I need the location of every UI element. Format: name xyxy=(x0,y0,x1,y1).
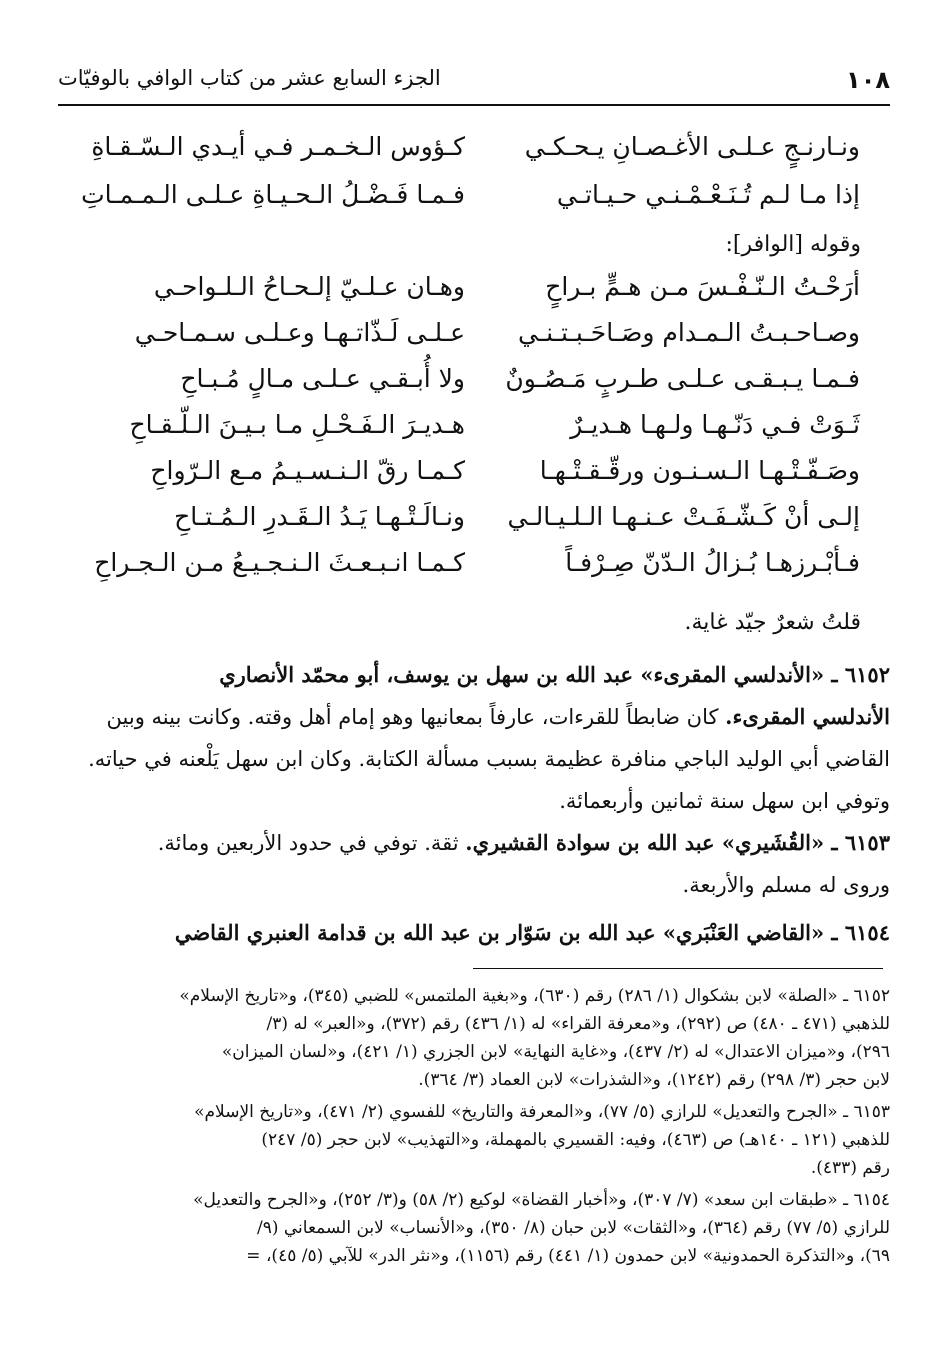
footnote-line: للذهبي (١٢١ ـ ١٤٠هـ) ص (٤٦٣)، وفيه: القسيري بالمهملة، و«التهذيب» لابن حجر (٥/ ٢٤٧) xyxy=(261,1130,890,1150)
verse-first-hemistich: إذا مـا لـم تُـنَـعْـمْـنـي حـيـاتـي xyxy=(556,180,860,209)
entry-heading: ٦١٥٣ ـ «القُشَيري» عبد الله بن سوادة القشيري. xyxy=(465,830,890,855)
footnote-line: للذهبي (٤٧١ ـ ٤٨٠) ص (٢٩٢)، و«معرفة القراء» له (١/ ٤٣٦) رقم (٣٧٢)، و«العبر» له (٣/ xyxy=(266,1014,890,1034)
verse-first-hemistich: أرَحْـتُ الـنّـفْـسَ مـن هـمٍّ بـراحٍ xyxy=(545,272,860,301)
footnote-line: ٦١٥٢ ـ «الصلة» لابن بشكوال (١/ ٢٨٦) رقم (٦٣٠)، و«بغية الملتمس» للضبي (٣٤٥)، و«تاريخ الإسلام» xyxy=(179,986,890,1006)
entry-line xyxy=(58,696,890,738)
page-header xyxy=(58,60,890,100)
verse-row xyxy=(90,548,860,592)
entry-6154 xyxy=(58,912,890,954)
verse-row xyxy=(90,132,860,176)
verse-row xyxy=(81,180,860,224)
entry-text: كان ضابطاً للقرءات، عارفاً بمعانيها وهو إمام أهل وقته. وكانت بينه وبين xyxy=(106,705,726,729)
verse-second-hemistich: ولا أُبـقـي عـلـى مـالٍ مُـبـاحِ xyxy=(180,364,465,393)
verse-row xyxy=(90,456,860,500)
verse-row xyxy=(90,272,860,316)
closing-remark: قلتُ شعرٌ جيّد غاية. xyxy=(684,610,861,635)
verse-first-hemistich: فـأبْـرزهـا بُـزالُ الـدّنّ صِـرْفـاً xyxy=(565,548,860,577)
verse-first-hemistich: وصَـفّـتْـهـا الـسـنـون ورقّـقـتْـهـا xyxy=(539,456,860,485)
footnote-line: ٦٩)، و«التذكرة الحمدونية» لابن حمدون (١/ ٤٤١) رقم (١١٥٦)، و«نثر الدر» للآبي (٥/ ٤٥)، = xyxy=(246,1246,890,1266)
footnote-line: رقم (٤٣٣). xyxy=(810,1158,890,1178)
footnote-line: لابن حجر (٣/ ٢٩٨) رقم (١٢٤٢)، و«الشذرات» لابن العماد (٣/ ٣٦٤). xyxy=(418,1070,890,1090)
verse-second-hemistich: فـمـا فَـضْـلُ الـحـيـاةِ عـلـى الـمـمـاتِ xyxy=(81,180,465,209)
verse-intro: وقوله [الوافر]: xyxy=(725,232,861,257)
entry-line: وتوفي ابن سهل سنة ثمانين وأربعمائة. xyxy=(559,789,890,813)
entry-heading: ٦١٥٤ ـ «القاضي العَنْبَري» عبد الله بن سَوّار بن عبد الله بن قدامة العنبري القاضي xyxy=(174,920,890,945)
entry-6152 xyxy=(58,654,890,822)
page-number: ١٠٨ xyxy=(846,66,890,94)
entry-line xyxy=(58,822,890,864)
verse-row xyxy=(90,502,860,546)
verse-first-hemistich: إلـى أنْ كَـشّـفَـتْ عـنـهـا الـلـيـالـي xyxy=(507,502,860,531)
header-rule xyxy=(58,104,890,106)
verse-row xyxy=(90,364,860,408)
verse-second-hemistich: ونـالَـتْـهـا يَـدُ الـقَـدرِ الـمُـتـاحِ xyxy=(174,502,465,531)
verse-first-hemistich: وصـاحـبـتُ الـمـدام وصَـاحَـبـتـنـي xyxy=(517,318,860,347)
verse-second-hemistich: كـؤوس الـخـمـر فـي أيـدي الـسّـقـاةِ xyxy=(91,132,465,161)
verse-second-hemistich: هـديـرَ الـفَـحْـلِ مـا بـيـنَ الـلّـقـاحِ xyxy=(129,410,465,439)
verse-second-hemistich: عـلـى لَـذّاتـهـا وعـلـى سـمـاحـي xyxy=(134,318,465,347)
footnote-6154 xyxy=(52,1186,890,1270)
footnotes xyxy=(52,982,890,1274)
footnote-line: ٦١٥٤ ـ «طبقات ابن سعد» (٧/ ٣٠٧)، و«أخبار القضاة» لوكيع (٢/ ٥٨) و(٣/ ٢٥٢)، و«الجرح والتعديل» xyxy=(193,1190,890,1210)
verse-first-hemistich: ثَـوَتْ فـي دَنّـهـا ولـهـا هـديـرٌ xyxy=(570,410,860,439)
footnote-line: ٢٩٦)، و«ميزان الاعتدال» له (٢/ ٤٣٧)، و«غاية النهاية» لابن الجزري (١/ ٤٢١)، و«لسان الميزان» xyxy=(221,1042,890,1062)
entry-heading: ٦١٥٢ ـ «الأندلسي المقرىء» عبد الله بن سهل بن يوسف، أبو محمّد الأنصاري xyxy=(219,662,890,687)
entry-line: القاضي أبي الوليد الباجي منافرة عظيمة بسبب مسألة الكتابة. وكان ابن سهل يَلْعنه في حياته. xyxy=(88,747,890,771)
footnote-6152 xyxy=(52,982,890,1094)
entry-heading-cont: الأندلسي المقرىء. xyxy=(725,704,890,729)
footnote-6153 xyxy=(52,1098,890,1182)
verse-first-hemistich: فـمـا يـبـقـى عـلـى طـربٍ مَـصُـونٌ xyxy=(505,364,860,393)
verse-second-hemistich: كـمـا انـبـعـثَ الـنـجـيـعُ مـن الـجـراحِ xyxy=(94,548,465,577)
footnote-rule xyxy=(473,968,883,969)
verse-second-hemistich: كـمـا رقّ الـنـسـيـمُ مـع الـرّواحِ xyxy=(150,456,465,485)
verse-row xyxy=(90,318,860,362)
footnote-line: ٦١٥٣ ـ «الجرح والتعديل» للرازي (٥/ ٧٧)، و«المعرفة والتاريخ» للفسوي (٢/ ٤٧١)، و«تاريخ الإسلام» xyxy=(194,1102,890,1122)
entry-line: وروى له مسلم والأربعة. xyxy=(682,873,890,897)
verse-second-hemistich: وهـان عـلـيّ إلـحـاحُ الـلـواحـي xyxy=(153,272,465,301)
running-title: الجزء السابع عشر من كتاب الوافي بالوفيّات xyxy=(58,66,441,90)
entry-6153 xyxy=(58,822,890,906)
verse-first-hemistich: ونـارنـجٍ عـلـى الأغـصـانِ يـحـكـي xyxy=(524,132,860,161)
footnote-line: للرازي (٥/ ٧٧) رقم (٣٦٤)، و«الثقات» لابن حبان (٨/ ٣٥٠)، و«الأنساب» لابن السمعاني (٩/ xyxy=(256,1218,890,1238)
verse-row xyxy=(90,410,860,454)
entry-text: ثقة. توفي في حدود الأربعين ومائة. xyxy=(157,831,466,855)
